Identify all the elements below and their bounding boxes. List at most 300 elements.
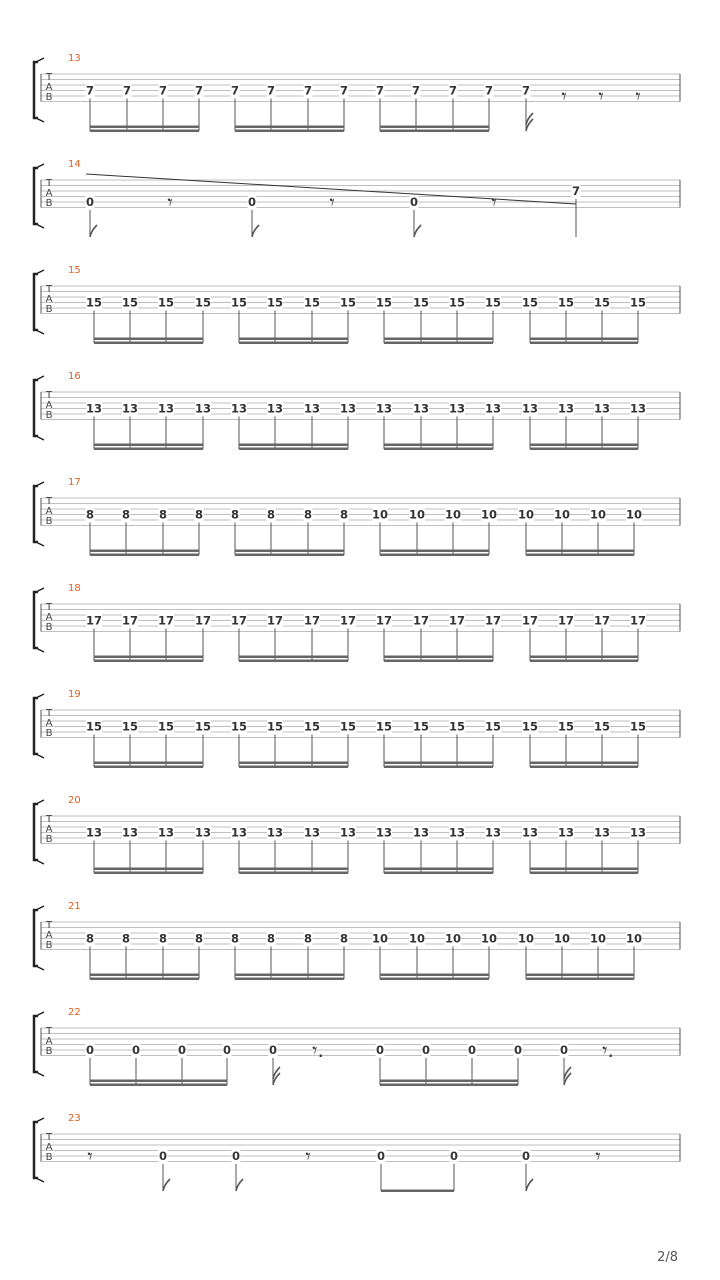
- beam: [384, 766, 493, 769]
- system-bracket: [34, 274, 38, 330]
- fret-number: 13: [194, 825, 212, 840]
- fret-number: 8: [121, 507, 131, 522]
- beam: [94, 338, 203, 341]
- beam: [530, 444, 638, 447]
- fret-number: 17: [448, 613, 466, 628]
- fret-number: 8: [303, 931, 313, 946]
- beam: [94, 660, 203, 663]
- measure-number: 18: [68, 583, 81, 594]
- tab-clef-letter: A: [45, 718, 53, 729]
- fret-number: 13: [521, 401, 539, 416]
- beam: [239, 338, 348, 341]
- tab-system-17: [34, 477, 680, 556]
- fret-number: 15: [557, 295, 575, 310]
- tab-clef-letter: T: [45, 284, 53, 295]
- fret-number: 7: [339, 83, 349, 98]
- fret-number: 10: [517, 931, 535, 946]
- tab-clef-letter: A: [45, 824, 53, 835]
- fret-number: 10: [371, 507, 389, 522]
- rest-eighth: 𝄾: [595, 1144, 601, 1168]
- fret-number: 7: [230, 83, 240, 98]
- beam: [90, 974, 199, 977]
- beam: [239, 342, 348, 345]
- tab-clef-letter: T: [45, 390, 53, 401]
- measure-number: 14: [68, 159, 81, 170]
- tab-clef-letter: B: [45, 92, 53, 103]
- fret-number: 15: [303, 295, 321, 310]
- fret-number: 8: [158, 507, 168, 522]
- beam: [530, 660, 638, 663]
- tab-system-14: [34, 159, 680, 237]
- beam: [384, 342, 493, 345]
- fret-number: 10: [444, 507, 462, 522]
- measure-number: 19: [68, 689, 81, 700]
- system-bracket: [34, 1122, 38, 1178]
- fret-number: 13: [303, 401, 321, 416]
- bracket-top-hook: [36, 694, 44, 698]
- fret-number: 7: [303, 83, 313, 98]
- fret-number: 0: [247, 195, 257, 209]
- beam: [94, 766, 203, 769]
- beam: [94, 342, 203, 345]
- beam: [90, 1080, 227, 1083]
- fret-number: 7: [521, 83, 531, 98]
- fret-number: 13: [339, 401, 357, 416]
- bracket-bottom-hook: [36, 1072, 44, 1076]
- beam: [380, 126, 489, 129]
- system-bracket: [34, 698, 38, 754]
- fret-number: 15: [412, 719, 430, 734]
- beam: [380, 1084, 518, 1087]
- tab-clef-letter: T: [45, 814, 53, 825]
- fret-number: 15: [448, 295, 466, 310]
- fret-number: 8: [85, 507, 95, 522]
- fret-number: 13: [230, 825, 248, 840]
- measure-number: 21: [68, 901, 81, 912]
- tab-clef-letter: B: [45, 304, 53, 315]
- fret-number: 17: [593, 613, 611, 628]
- fret-number: 0: [559, 1043, 569, 1057]
- fret-number: 8: [194, 931, 204, 946]
- beam: [239, 762, 348, 765]
- beam: [239, 872, 348, 875]
- beam: [530, 656, 638, 659]
- beam: [381, 1190, 454, 1193]
- fret-number: 15: [266, 295, 284, 310]
- tab-system-23: [34, 1113, 680, 1192]
- fret-number: 13: [339, 825, 357, 840]
- fret-number: 13: [593, 401, 611, 416]
- fret-number: 7: [411, 83, 421, 98]
- beam: [530, 338, 638, 341]
- fret-number: 15: [339, 295, 357, 310]
- beam: [526, 974, 634, 977]
- rest-eighth: 𝄾: [167, 190, 173, 214]
- fret-number: 15: [521, 295, 539, 310]
- tab-clef-letter: B: [45, 1152, 53, 1163]
- fret-number: 17: [412, 613, 430, 628]
- system-bracket: [34, 380, 38, 436]
- beam: [380, 1080, 518, 1083]
- beam: [239, 444, 348, 447]
- beam: [235, 978, 344, 981]
- fret-number: 7: [122, 83, 132, 98]
- tab-clef-letter: B: [45, 410, 53, 421]
- measure-number: 16: [68, 371, 81, 382]
- fret-number: 15: [521, 719, 539, 734]
- fret-number: 17: [557, 613, 575, 628]
- tab-system-15: [34, 265, 680, 344]
- note-flag: [90, 225, 97, 237]
- bracket-top-hook: [36, 376, 44, 380]
- beam: [239, 660, 348, 663]
- bracket-top-hook: [36, 482, 44, 486]
- bracket-top-hook: [36, 800, 44, 804]
- beam: [384, 656, 493, 659]
- fret-number: 0: [158, 1149, 168, 1163]
- fret-number: 17: [375, 613, 393, 628]
- tab-clef-letter: A: [45, 612, 53, 623]
- measure-number: 23: [68, 1113, 81, 1124]
- fret-number: 8: [121, 931, 131, 946]
- fret-number: 10: [480, 507, 498, 522]
- beam: [384, 872, 493, 875]
- fret-number: 17: [266, 613, 284, 628]
- note-flag: [526, 1179, 533, 1191]
- fret-number: 13: [629, 825, 647, 840]
- rest-sixteenth: 𝄾: [598, 84, 604, 108]
- fret-number: 8: [339, 931, 349, 946]
- fret-number: 8: [339, 507, 349, 522]
- tab-clef-letter: B: [45, 198, 53, 209]
- tab-clef-letter: B: [45, 940, 53, 951]
- fret-number: 13: [521, 825, 539, 840]
- system-bracket: [34, 62, 38, 118]
- beam: [94, 762, 203, 765]
- tab-system-18: [34, 583, 680, 662]
- fret-number: 15: [412, 295, 430, 310]
- fret-number: 8: [194, 507, 204, 522]
- system-bracket: [34, 592, 38, 648]
- fret-number: 17: [303, 613, 321, 628]
- measure-number: 20: [68, 795, 81, 806]
- bracket-bottom-hook: [36, 1178, 44, 1182]
- fret-number: 15: [448, 719, 466, 734]
- note-flag: [252, 225, 259, 237]
- beam: [384, 762, 493, 765]
- fret-number: 13: [85, 825, 103, 840]
- system-bracket: [34, 910, 38, 966]
- fret-number: 13: [448, 825, 466, 840]
- fret-number: 7: [194, 83, 204, 98]
- bracket-top-hook: [36, 588, 44, 592]
- tab-system-20: [34, 795, 680, 874]
- fret-number: 17: [157, 613, 175, 628]
- beam: [530, 448, 638, 451]
- bracket-top-hook: [36, 1118, 44, 1122]
- tab-clef-letter: T: [45, 178, 53, 189]
- fret-number: 15: [194, 719, 212, 734]
- beam: [380, 554, 489, 557]
- fret-number: 0: [85, 195, 95, 209]
- fret-number: 10: [517, 507, 535, 522]
- fret-number: 13: [85, 401, 103, 416]
- fret-number: 17: [121, 613, 139, 628]
- fret-number: 15: [230, 295, 248, 310]
- fret-number: 10: [589, 507, 607, 522]
- rest-eighth: 𝄾: [305, 1144, 311, 1168]
- fret-number: 17: [194, 613, 212, 628]
- fret-number: 13: [230, 401, 248, 416]
- fret-number: 13: [266, 825, 284, 840]
- fret-number: 13: [412, 401, 430, 416]
- tab-clef-letter: A: [45, 930, 53, 941]
- tab-clef-letter: T: [45, 708, 53, 719]
- fret-number: 15: [157, 295, 175, 310]
- fret-number: 7: [375, 83, 385, 98]
- note-flag: [236, 1179, 243, 1191]
- fret-number: 13: [484, 825, 502, 840]
- fret-number: 0: [268, 1043, 278, 1057]
- fret-number: 10: [408, 931, 426, 946]
- fret-number: 15: [629, 295, 647, 310]
- system-bracket: [34, 168, 38, 224]
- fret-number: 10: [553, 507, 571, 522]
- fret-number: 15: [303, 719, 321, 734]
- fret-number: 0: [521, 1149, 531, 1163]
- fret-number: 10: [371, 931, 389, 946]
- system-bracket: [34, 804, 38, 860]
- fret-number: 10: [553, 931, 571, 946]
- fret-number: 13: [121, 825, 139, 840]
- beam: [384, 338, 493, 341]
- tab-clef-letter: B: [45, 834, 53, 845]
- beam: [239, 448, 348, 451]
- fret-number: 15: [157, 719, 175, 734]
- bracket-bottom-hook: [36, 966, 44, 970]
- rest-sixteenth: 𝄾: [561, 84, 567, 108]
- rest-eighth: 𝄾: [87, 1144, 93, 1168]
- bracket-bottom-hook: [36, 860, 44, 864]
- fret-number: 8: [158, 931, 168, 946]
- beam: [380, 974, 489, 977]
- fret-number: 15: [629, 719, 647, 734]
- bracket-bottom-hook: [36, 224, 44, 228]
- tab-system-22: [34, 1007, 680, 1086]
- system-bracket: [34, 486, 38, 542]
- note-flag: [163, 1179, 170, 1191]
- beam: [235, 126, 344, 129]
- tab-clef-letter: T: [45, 72, 53, 83]
- fret-number: 10: [444, 931, 462, 946]
- beam: [94, 656, 203, 659]
- fret-number: 7: [158, 83, 168, 98]
- tab-clef-letter: B: [45, 1046, 53, 1057]
- beam: [384, 444, 493, 447]
- beam: [90, 126, 199, 129]
- fret-number: 13: [121, 401, 139, 416]
- fret-number: 17: [629, 613, 647, 628]
- beam: [90, 554, 199, 557]
- fret-number: 15: [85, 295, 103, 310]
- fret-number: 7: [571, 184, 581, 198]
- beam: [526, 550, 634, 553]
- tab-clef-letter: B: [45, 622, 53, 633]
- fret-number: 15: [194, 295, 212, 310]
- fret-number: 7: [448, 83, 458, 98]
- beam: [530, 872, 638, 875]
- beam: [90, 1084, 227, 1087]
- beam: [94, 868, 203, 871]
- system-bracket: [34, 1016, 38, 1072]
- fret-number: 8: [85, 931, 95, 946]
- fret-number: 7: [266, 83, 276, 98]
- fret-number: 15: [593, 295, 611, 310]
- tab-clef-letter: B: [45, 728, 53, 739]
- tab-clef-letter: T: [45, 1026, 53, 1037]
- fret-number: 8: [303, 507, 313, 522]
- bracket-top-hook: [36, 1012, 44, 1016]
- fret-number: 15: [121, 719, 139, 734]
- fret-number: 13: [557, 825, 575, 840]
- bracket-bottom-hook: [36, 330, 44, 334]
- bracket-bottom-hook: [36, 754, 44, 758]
- fret-number: 0: [449, 1149, 459, 1163]
- fret-number: 8: [230, 931, 240, 946]
- fret-number: 15: [85, 719, 103, 734]
- rest-sixteenth: 𝄾: [635, 84, 641, 108]
- beam: [235, 550, 344, 553]
- fret-number: 15: [121, 295, 139, 310]
- beam: [526, 554, 634, 557]
- fret-number: 10: [480, 931, 498, 946]
- beam: [530, 868, 638, 871]
- fret-number: 15: [593, 719, 611, 734]
- fret-number: 10: [589, 931, 607, 946]
- fret-number: 15: [339, 719, 357, 734]
- fret-number: 8: [266, 507, 276, 522]
- beam: [384, 660, 493, 663]
- beam: [90, 130, 199, 133]
- rest-eighth-dotted: 𝄾.: [602, 1038, 614, 1062]
- fret-number: 17: [521, 613, 539, 628]
- fret-number: 13: [557, 401, 575, 416]
- fret-number: 13: [448, 401, 466, 416]
- tab-system-13: [34, 53, 680, 132]
- fret-number: 15: [375, 719, 393, 734]
- fret-number: 13: [593, 825, 611, 840]
- tab-clef-letter: T: [45, 496, 53, 507]
- tab-clef-letter: A: [45, 1142, 53, 1153]
- tab-clef-letter: T: [45, 1132, 53, 1143]
- fret-number: 8: [230, 507, 240, 522]
- measure-number: 15: [68, 265, 81, 276]
- fret-number: 0: [131, 1043, 141, 1057]
- fret-number: 13: [375, 825, 393, 840]
- tab-clef-letter: T: [45, 602, 53, 613]
- bracket-top-hook: [36, 58, 44, 62]
- fret-number: 10: [625, 507, 643, 522]
- fret-number: 13: [412, 825, 430, 840]
- beam: [239, 656, 348, 659]
- fret-number: 10: [408, 507, 426, 522]
- beam: [530, 762, 638, 765]
- bracket-top-hook: [36, 270, 44, 274]
- beam: [380, 130, 489, 133]
- beam: [239, 766, 348, 769]
- beam: [94, 872, 203, 875]
- beam: [235, 554, 344, 557]
- tab-clef-letter: A: [45, 188, 53, 199]
- beam: [90, 978, 199, 981]
- bracket-bottom-hook: [36, 436, 44, 440]
- measure-number: 22: [68, 1007, 81, 1018]
- bracket-bottom-hook: [36, 542, 44, 546]
- fret-number: 13: [629, 401, 647, 416]
- fret-number: 8: [266, 931, 276, 946]
- fret-number: 13: [375, 401, 393, 416]
- tab-clef-letter: B: [45, 516, 53, 527]
- tab-system-16: [34, 371, 680, 450]
- beam: [94, 444, 203, 447]
- beam: [526, 978, 634, 981]
- bracket-top-hook: [36, 906, 44, 910]
- beam: [90, 550, 199, 553]
- fret-number: 0: [467, 1043, 477, 1057]
- beam: [380, 550, 489, 553]
- tab-clef-letter: A: [45, 294, 53, 305]
- fret-number: 0: [222, 1043, 232, 1057]
- fret-number: 13: [157, 825, 175, 840]
- tab-clef-letter: T: [45, 920, 53, 931]
- fret-number: 15: [266, 719, 284, 734]
- fret-number: 17: [484, 613, 502, 628]
- fret-number: 0: [375, 1043, 385, 1057]
- fret-number: 17: [230, 613, 248, 628]
- fret-number: 13: [157, 401, 175, 416]
- fret-number: 7: [85, 83, 95, 98]
- beam: [235, 974, 344, 977]
- page-number: 2/8: [657, 1250, 678, 1265]
- fret-number: 0: [376, 1149, 386, 1163]
- fret-number: 13: [303, 825, 321, 840]
- fret-number: 17: [339, 613, 357, 628]
- bracket-top-hook: [36, 164, 44, 168]
- beam: [235, 130, 344, 133]
- fret-number: 13: [484, 401, 502, 416]
- fret-number: 0: [85, 1043, 95, 1057]
- fret-number: 13: [194, 401, 212, 416]
- fret-number: 15: [375, 295, 393, 310]
- rest-eighth: 𝄾: [329, 190, 335, 214]
- fret-number: 15: [484, 719, 502, 734]
- measure-number: 17: [68, 477, 81, 488]
- fret-number: 0: [409, 195, 419, 209]
- beam: [530, 342, 638, 345]
- fret-number: 0: [421, 1043, 431, 1057]
- tab-system-19: [34, 689, 680, 768]
- fret-number: 15: [557, 719, 575, 734]
- beam: [384, 448, 493, 451]
- fret-number: 15: [230, 719, 248, 734]
- fret-number: 13: [266, 401, 284, 416]
- bracket-bottom-hook: [36, 648, 44, 652]
- fret-number: 0: [231, 1149, 241, 1163]
- tab-clef-letter: A: [45, 82, 53, 93]
- beam: [380, 978, 489, 981]
- fret-number: 10: [625, 931, 643, 946]
- beam: [239, 868, 348, 871]
